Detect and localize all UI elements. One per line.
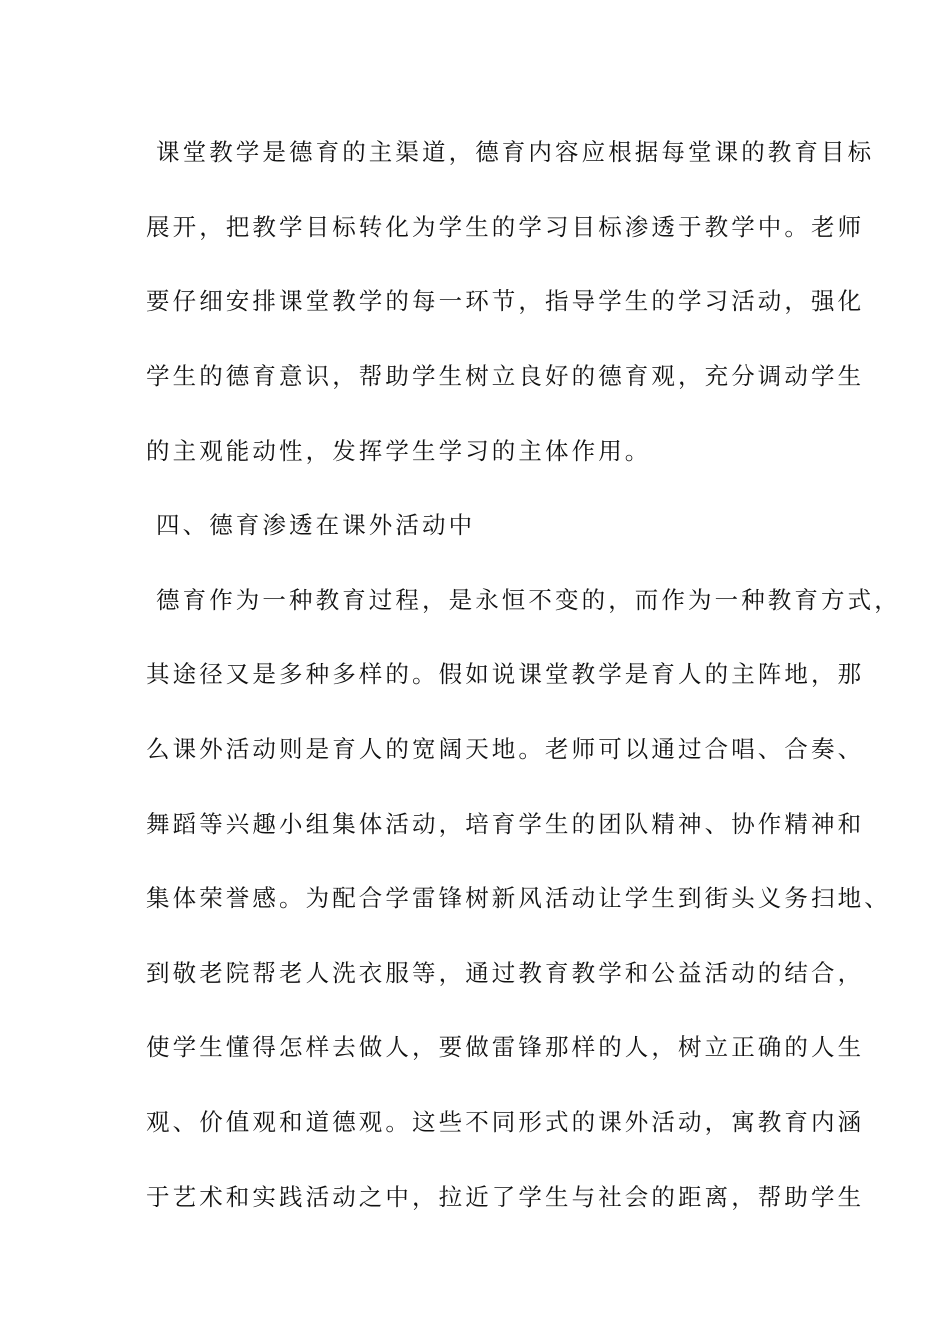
paragraph-2-line-8: 观、价值观和道德观。这些不同形式的课外活动，寓教育内涵 xyxy=(146,1108,865,1136)
paragraph-1-line-5: 的主观能动性，发挥学生学习的主体作用。 xyxy=(146,437,652,465)
paragraph-1-line-2: 展开，把教学目标转化为学生的学习目标渗透于教学中。老师 xyxy=(146,213,865,241)
paragraph-2-line-4: 舞蹈等兴趣小组集体活动，培育学生的团队精神、协作精神和 xyxy=(146,810,865,838)
paragraph-2-line-6: 到敬老院帮老人洗衣服等，通过教育教学和公益活动的结合， xyxy=(146,959,865,987)
paragraph-2-line-2: 其途径又是多种多样的。假如说课堂教学是育人的主阵地，那 xyxy=(146,660,865,688)
paragraph-2-line-5: 集体荣誉感。为配合学雷锋树新风活动让学生到街头义务扫地、 xyxy=(146,884,891,912)
paragraph-2-line-7: 使学生懂得怎样去做人，要做雷锋那样的人，树立正确的人生 xyxy=(146,1033,865,1061)
paragraph-2-line-9: 于艺术和实践活动之中，拉近了学生与社会的距离，帮助学生 xyxy=(146,1183,865,1211)
paragraph-1-line-3: 要仔细安排课堂教学的每一环节，指导学生的学习活动，强化 xyxy=(146,287,865,315)
paragraph-1-line-4: 学生的德育意识，帮助学生树立良好的德育观，充分调动学生 xyxy=(146,362,865,390)
paragraph-1-line-1: 课堂教学是德育的主渠道，德育内容应根据每堂课的教育目标 xyxy=(156,138,875,166)
section-heading: 四、德育渗透在课外活动中 xyxy=(156,511,476,539)
paragraph-2-line-3: 么课外活动则是育人的宽阔天地。老师可以通过合唱、合奏、 xyxy=(146,735,865,763)
paragraph-2-line-1: 德育作为一种教育过程，是永恒不变的，而作为一种教育方式， xyxy=(156,586,901,614)
